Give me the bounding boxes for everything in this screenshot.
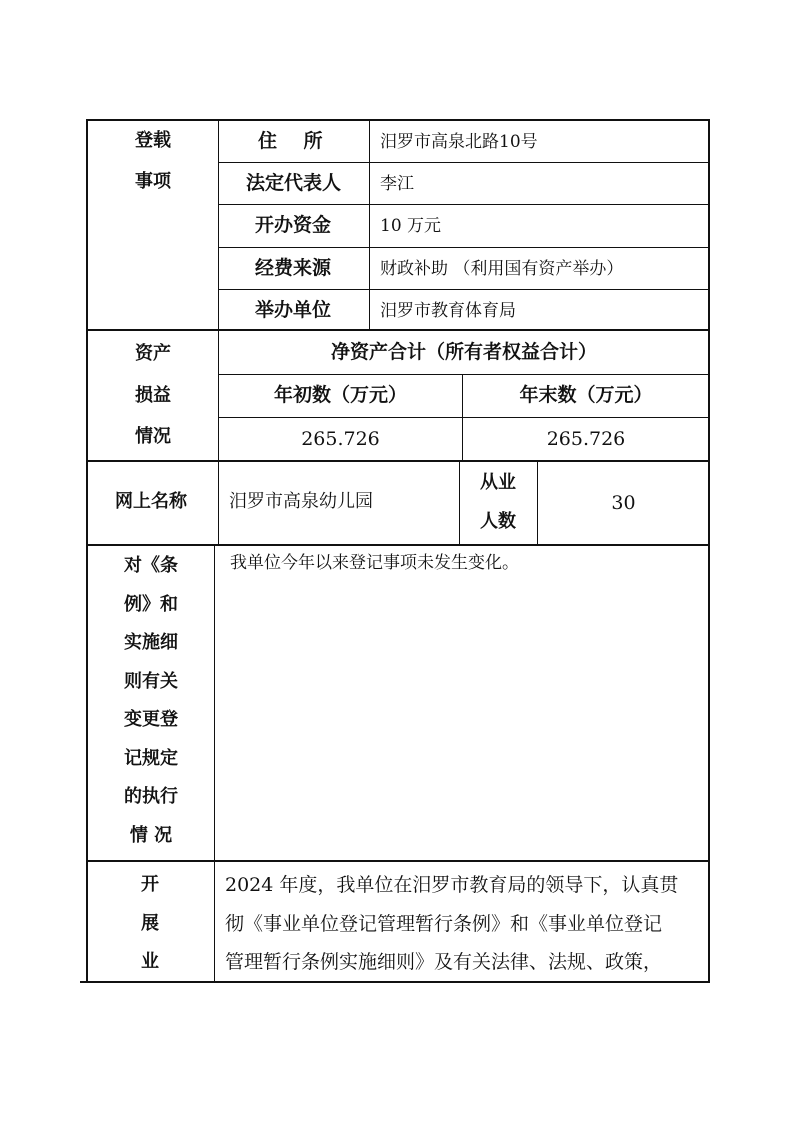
label-line: 的执行 [124,786,178,807]
field-value-legal-rep: 李江 [380,174,414,194]
field-label-address: 住 所 [258,130,323,152]
label-line: 对《条 [124,555,178,576]
divider [86,544,709,546]
divider [218,374,709,375]
value-begin: 265.726 [301,428,380,450]
business-label-line: 展 [141,913,159,934]
divider [218,120,219,330]
net-assets-header: 净资产合计（所有者权益合计） [330,341,597,363]
section-label: 事项 [135,171,171,192]
business-label-line: 业 [141,951,159,972]
staff-label: 从业 [480,472,516,493]
business-text-line: 彻《事业单位登记管理暂行条例》和《事业单位登记 [225,913,663,935]
online-name-value: 汨罗市高泉幼儿园 [229,491,373,512]
label-line: 则有关 [124,670,178,692]
staff-label: 人数 [480,511,516,532]
label-line: 变更登 [124,709,178,730]
regulation-text: 我单位今年以来登记事项未发生变化。 [230,553,519,573]
business-text-line: 2024 年度，我单位在汨罗市教育局的领导下，认真贯 [225,874,679,896]
table-border-bottom [80,981,710,983]
divider [214,861,215,982]
divider [86,329,709,331]
divider [218,417,709,418]
divider [86,460,709,462]
label-line: 例》和 [124,593,178,615]
field-value-funding: 财政补助 （利用国有资产举办） [380,259,624,279]
field-label-capital: 开办资金 [255,214,332,236]
online-name-label: 网上名称 [115,491,187,512]
regulation-label [88,557,214,865]
field-label-legal-rep: 法定代表人 [246,172,342,194]
divider [214,545,215,861]
field-value-capital: 10 万元 [380,216,442,236]
section-label: 损益 [135,385,171,406]
business-text-line: 管理暂行条例实施细则》及有关法律、法规、政策， [225,951,663,973]
divider [218,247,709,248]
col-end-header: 年末数（万元） [519,384,653,406]
table-border-right [708,120,710,983]
section-label: 情况 [135,426,171,447]
value-end: 265.726 [546,428,626,450]
divider [218,204,709,205]
label-line: 记规定 [124,747,178,769]
label-line: 情 况 [129,824,173,846]
field-label-sponsor: 举办单位 [255,299,332,321]
section-label: 资产 [135,343,171,364]
divider [218,162,709,163]
label-line: 实施细 [124,632,178,653]
divider [218,461,219,545]
field-value-sponsor: 汨罗市教育体育局 [380,301,516,321]
table-border-top [86,119,710,121]
staff-value: 30 [611,492,636,514]
divider [369,120,370,330]
business-label-line: 开 [141,874,159,895]
divider [459,461,460,545]
divider [218,289,709,290]
section-label: 登载 [135,130,171,151]
col-begin-header: 年初数（万元） [273,384,407,406]
field-value-address: 汨罗市高泉北路10号 [380,132,538,152]
field-label-funding: 经费来源 [255,257,332,279]
